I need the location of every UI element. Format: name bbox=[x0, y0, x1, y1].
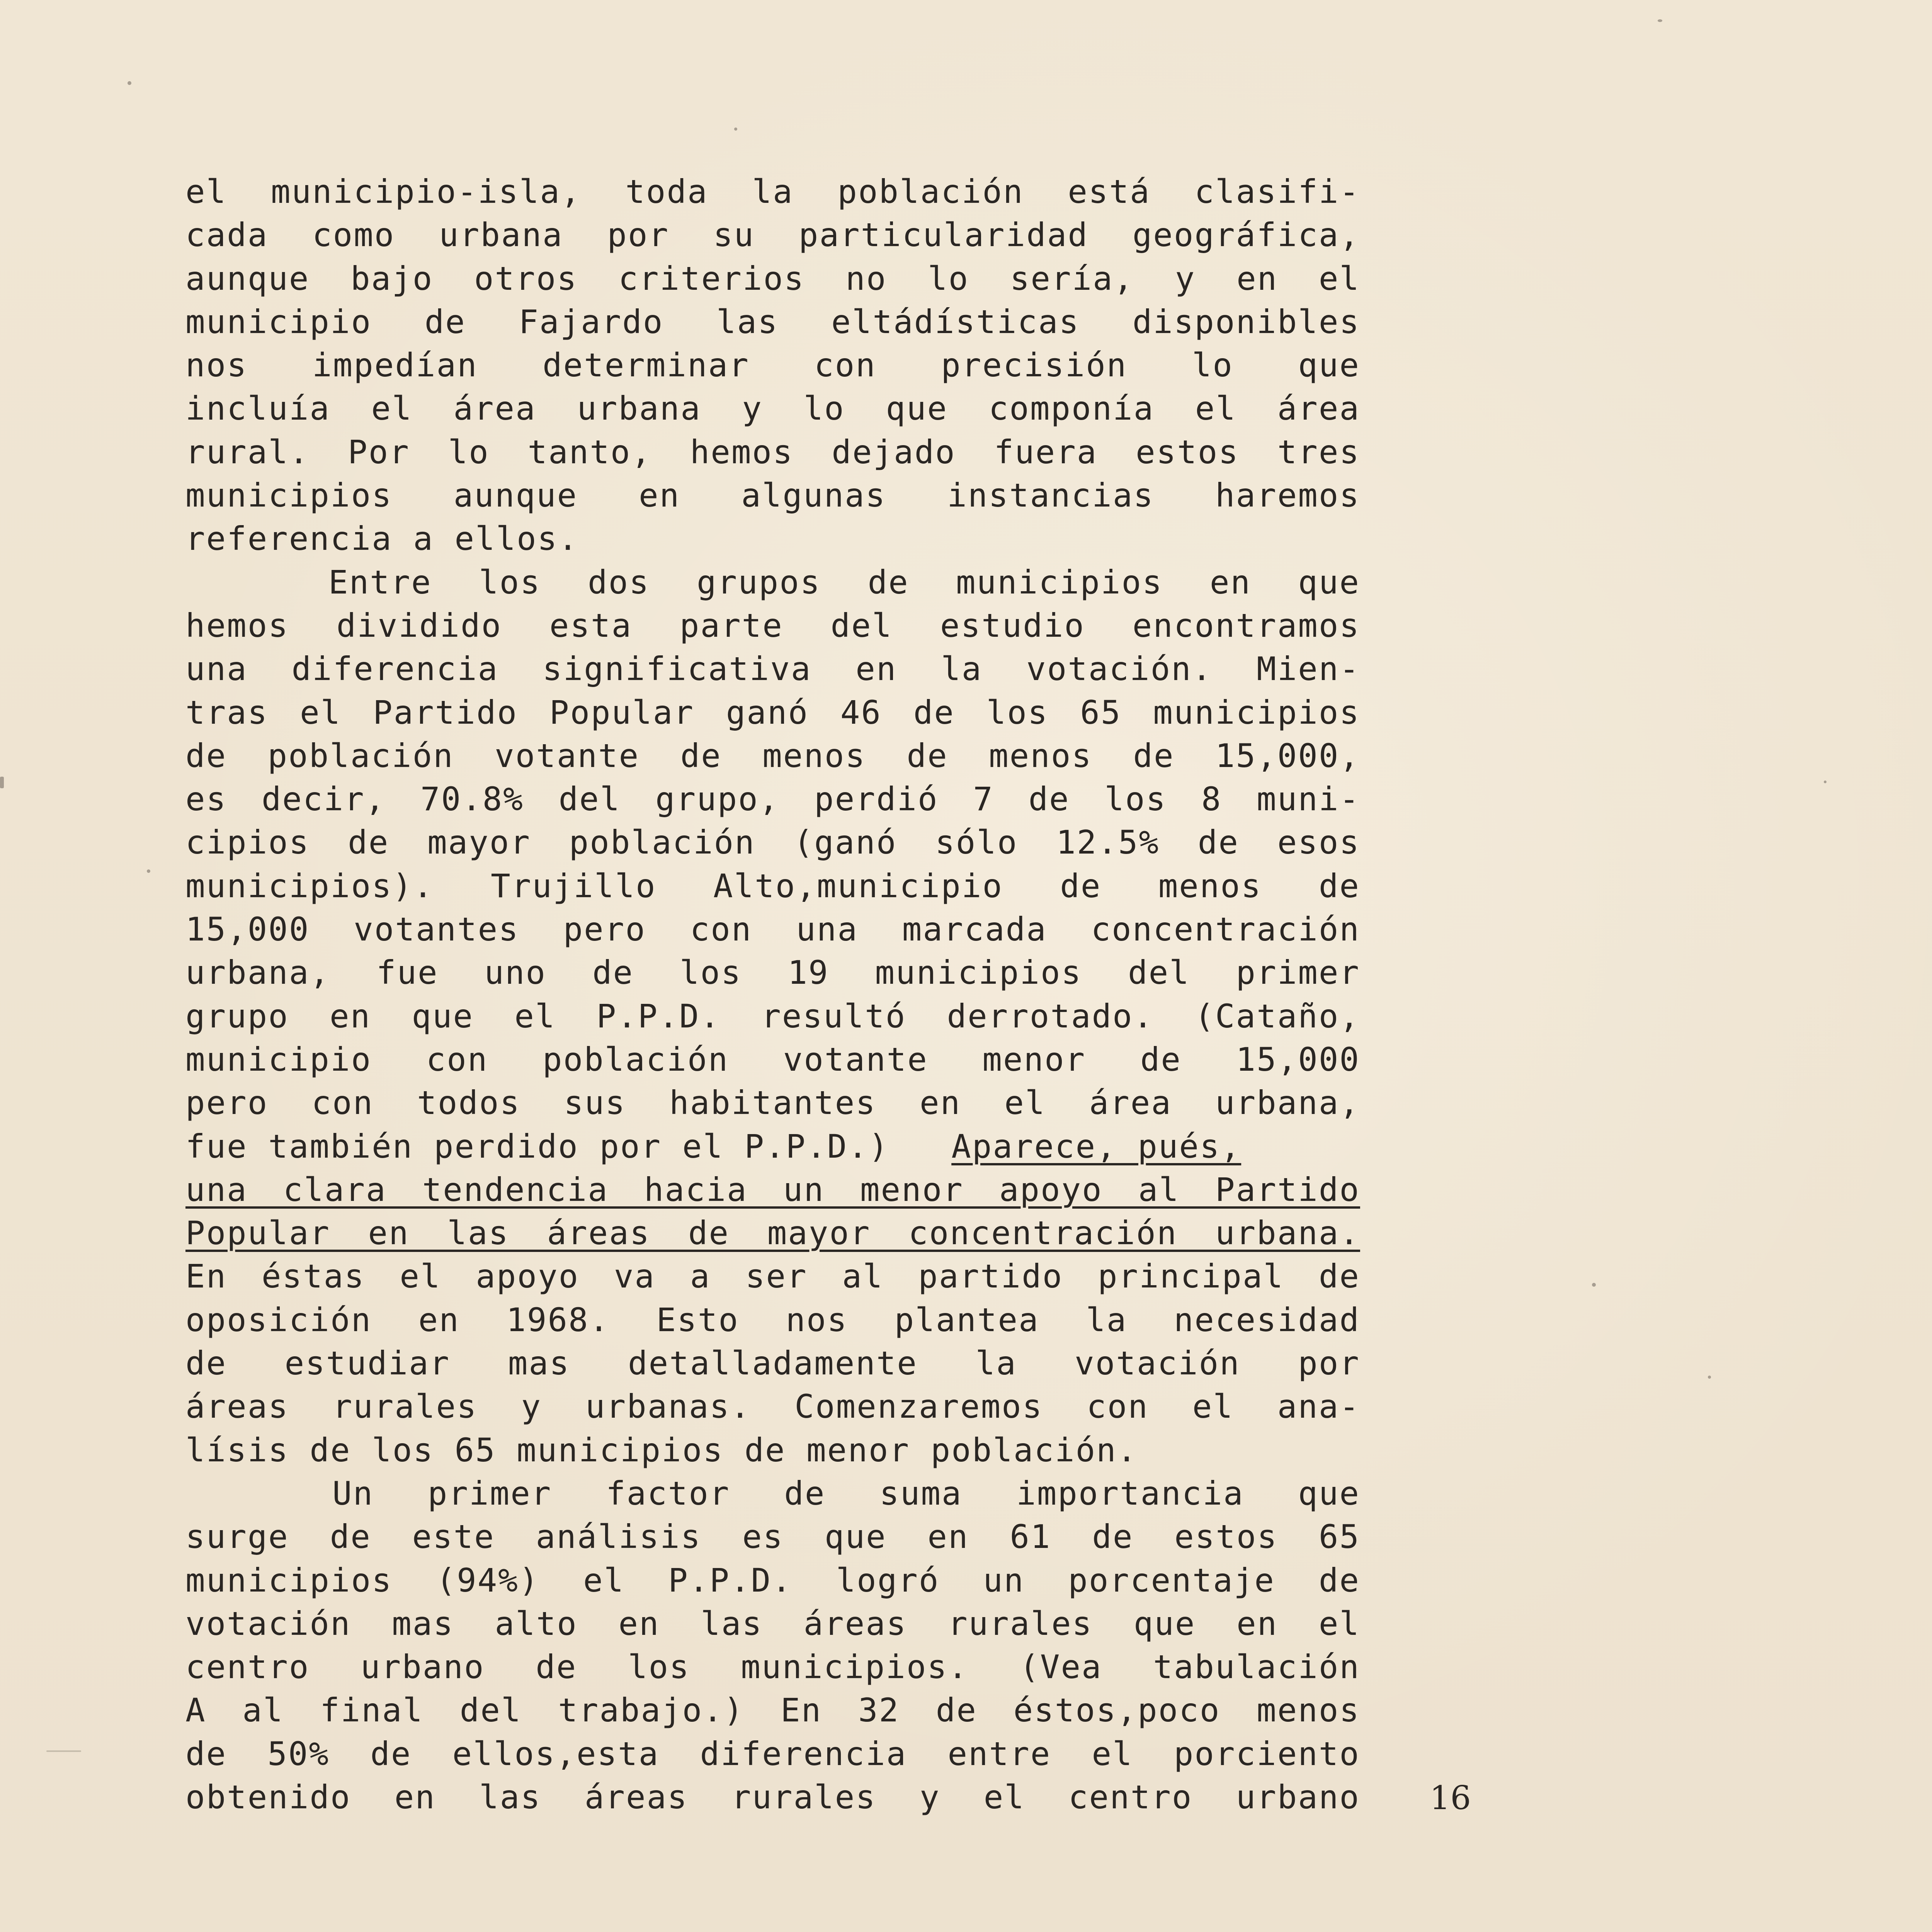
text-line: urbana, fue uno de los 19 municipios del primer bbox=[185, 954, 1360, 992]
text-line: incluía el área urbana y lo que componía el área bbox=[185, 389, 1360, 428]
text-line: obtenido en las áreas rurales y el centro urbano bbox=[185, 1778, 1360, 1816]
underlined-line: una clara tendencia hacia un menor apoyo al Partido bbox=[185, 1170, 1360, 1209]
text-line: centro urbano de los municipios. (Vea tabulación bbox=[185, 1648, 1360, 1686]
text-segment: fue también perdido por el P.P.D.) bbox=[185, 1127, 889, 1165]
text-line: nos impedían determinar con precisión lo que bbox=[185, 346, 1360, 384]
paragraph-start-line: Entre los dos grupos de municipios en que bbox=[328, 563, 1360, 601]
text-line: lísis de los 65 municipios de menor población. bbox=[185, 1431, 1138, 1469]
paper-speck bbox=[1708, 1376, 1711, 1379]
text-line: una diferencia significativa en la votación. Mien- bbox=[185, 650, 1360, 688]
text-line: rural. Por lo tanto, hemos dejado fuera estos tres bbox=[185, 433, 1360, 471]
text-line: aunque bajo otros criterios no lo sería, y en el bbox=[185, 259, 1360, 298]
text-line: oposición en 1968. Esto nos plantea la necesidad bbox=[185, 1301, 1360, 1339]
text-line: referencia a ellos. bbox=[185, 520, 579, 558]
text-line: de 50% de ellos,esta diferencia entre el porciento bbox=[185, 1735, 1360, 1773]
text-line: municipios aunque en algunas instancias haremos bbox=[185, 476, 1360, 515]
text-line: de estudiar mas detalladamente la votación por bbox=[185, 1344, 1360, 1383]
text-line: cada como urbana por su particularidad geográfica, bbox=[185, 216, 1360, 254]
paper-speck bbox=[128, 81, 131, 85]
text-line: tras el Partido Popular ganó 46 de los 65 municipios bbox=[185, 693, 1360, 731]
text-line: municipios). Trujillo Alto,municipio de menos de bbox=[185, 867, 1360, 905]
paper-speck bbox=[46, 1750, 81, 1752]
mixed-underline-line bbox=[185, 1125, 1360, 1168]
text-line: En éstas el apoyo va a ser al partido principal de bbox=[185, 1257, 1360, 1296]
text-line: surge de este análisis es que en 61 de estos 65 bbox=[185, 1518, 1360, 1556]
text-line: votación mas alto en las áreas rurales que en el bbox=[185, 1604, 1360, 1643]
paper-speck bbox=[1592, 1283, 1596, 1287]
text-line: hemos dividido esta parte del estudio encontramos bbox=[185, 606, 1360, 645]
text-line: 15,000 votantes pero con una marcada concentración bbox=[185, 910, 1360, 949]
paper-speck bbox=[734, 128, 737, 131]
text-line: pero con todos sus habitantes en el área urbana, bbox=[185, 1084, 1360, 1122]
text-line: A al final del trabajo.) En 32 de éstos,poco menos bbox=[185, 1691, 1360, 1730]
text-line: cipios de mayor población (ganó sólo 12.5% de esos bbox=[185, 823, 1360, 862]
body-text bbox=[185, 170, 1360, 1819]
text-line: áreas rurales y urbanas. Comenzaremos con el ana- bbox=[185, 1388, 1360, 1426]
text-line: municipio de Fajardo las eltádísticas disponibles bbox=[185, 303, 1360, 341]
underlined-text: Aparece, pués, bbox=[951, 1127, 1242, 1165]
text-line: el municipio-isla, toda la población está clasifi- bbox=[185, 173, 1360, 211]
text-line: municipio con población votante menor de 15,000 bbox=[185, 1040, 1360, 1078]
paper-speck bbox=[1824, 781, 1827, 783]
paragraph-start-line: Un primer factor de suma importancia que bbox=[332, 1474, 1360, 1512]
text-line: municipios (94%) el P.P.D. logró un porcentaje de bbox=[185, 1561, 1360, 1599]
text-line: grupo en que el P.P.D. resultó derrotado. (Cataño, bbox=[185, 997, 1360, 1035]
underlined-line: Popular en las áreas de mayor concentración urbana. bbox=[185, 1214, 1360, 1252]
paper-speck bbox=[0, 777, 4, 788]
text-line: de población votante de menos de menos de 15,000, bbox=[185, 736, 1360, 775]
paper-speck bbox=[147, 869, 150, 873]
paper-speck bbox=[1658, 19, 1662, 22]
text-line: es decir, 70.8% del grupo, perdió 7 de los 8 muni- bbox=[185, 780, 1360, 818]
page-number: 16 bbox=[1430, 1779, 1471, 1817]
